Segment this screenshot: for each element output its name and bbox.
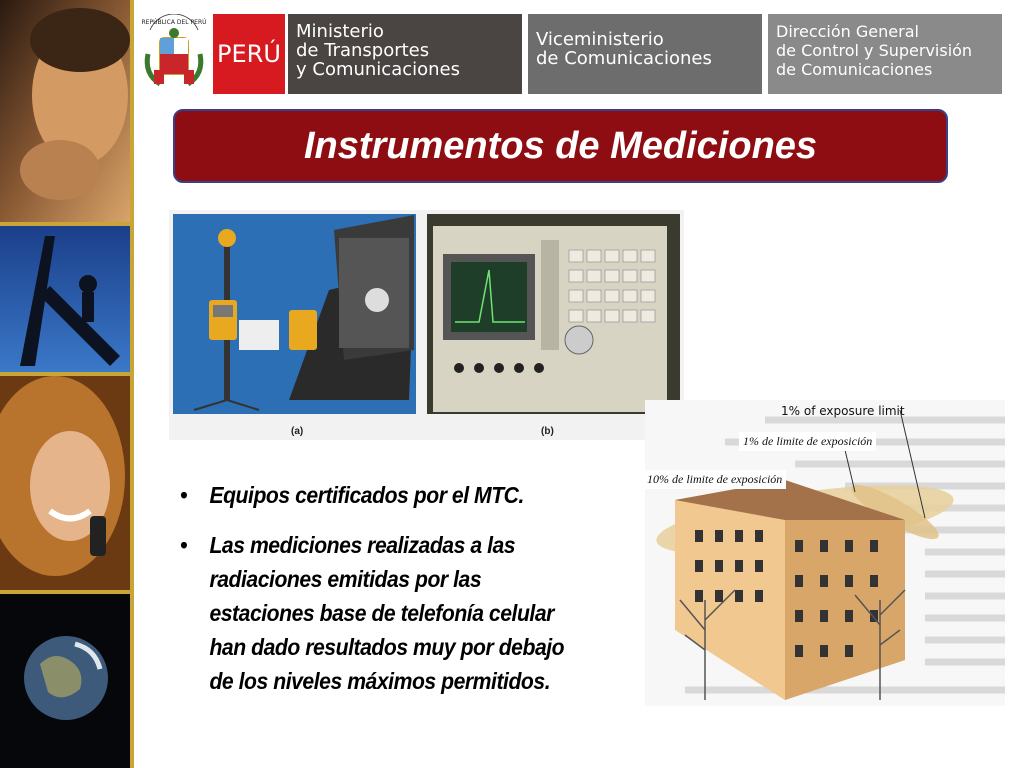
exposure-limit-label: 1% of exposure limit [781, 404, 905, 418]
peru-brand-box: PERÚ [213, 14, 285, 94]
instrument-photos [169, 210, 684, 440]
bullet-text: Las mediciones realizadas a las radiaciones emitidas por las estaciones base de telefonía celular han dado resultados muy por debajo de los niveles máximos permitidos. [209, 532, 565, 694]
directorate-line: de Comunicaciones [776, 60, 933, 79]
vice-ministry-box [528, 14, 762, 94]
exposure-figure [645, 400, 1005, 706]
directorate-box [768, 14, 1002, 94]
national-seal-logo [140, 14, 208, 94]
man-on-phone-photo [0, 0, 130, 222]
callout-10-percent: 10% de limite de exposición [645, 470, 786, 489]
strip-border [130, 0, 134, 768]
bullet-text: Equipos certificados por el MTC. [209, 482, 524, 508]
vice-ministry-line: de Comunicaciones [536, 48, 712, 69]
bullet-symbol: • [180, 532, 187, 558]
caption-a: (a) [291, 426, 304, 437]
bullet-symbol: • [180, 482, 187, 508]
ministry-line: de Transportes [296, 40, 430, 61]
caption-b: (b) [541, 426, 554, 437]
vice-ministry-line: Viceministerio [536, 29, 664, 50]
bullet-item [180, 478, 585, 512]
callout-1-percent: 1% de limite de exposición [739, 432, 876, 451]
ministry-box [288, 14, 522, 94]
ministry-line: Ministerio [296, 21, 384, 42]
antenna-worker-photo [0, 226, 130, 372]
seal-text: REPÚBLICA DEL PERÚ [141, 19, 207, 26]
slide-title: Instrumentos de Mediciones [173, 109, 948, 183]
directorate-line: de Control y Supervisión [776, 41, 973, 60]
bullet-item [180, 528, 585, 698]
directorate-line: Dirección General [776, 22, 919, 41]
earth-photo [0, 594, 130, 768]
ministry-line: y Comunicaciones [296, 59, 461, 80]
bullet-list [180, 478, 620, 714]
woman-on-phone-photo [0, 376, 130, 590]
